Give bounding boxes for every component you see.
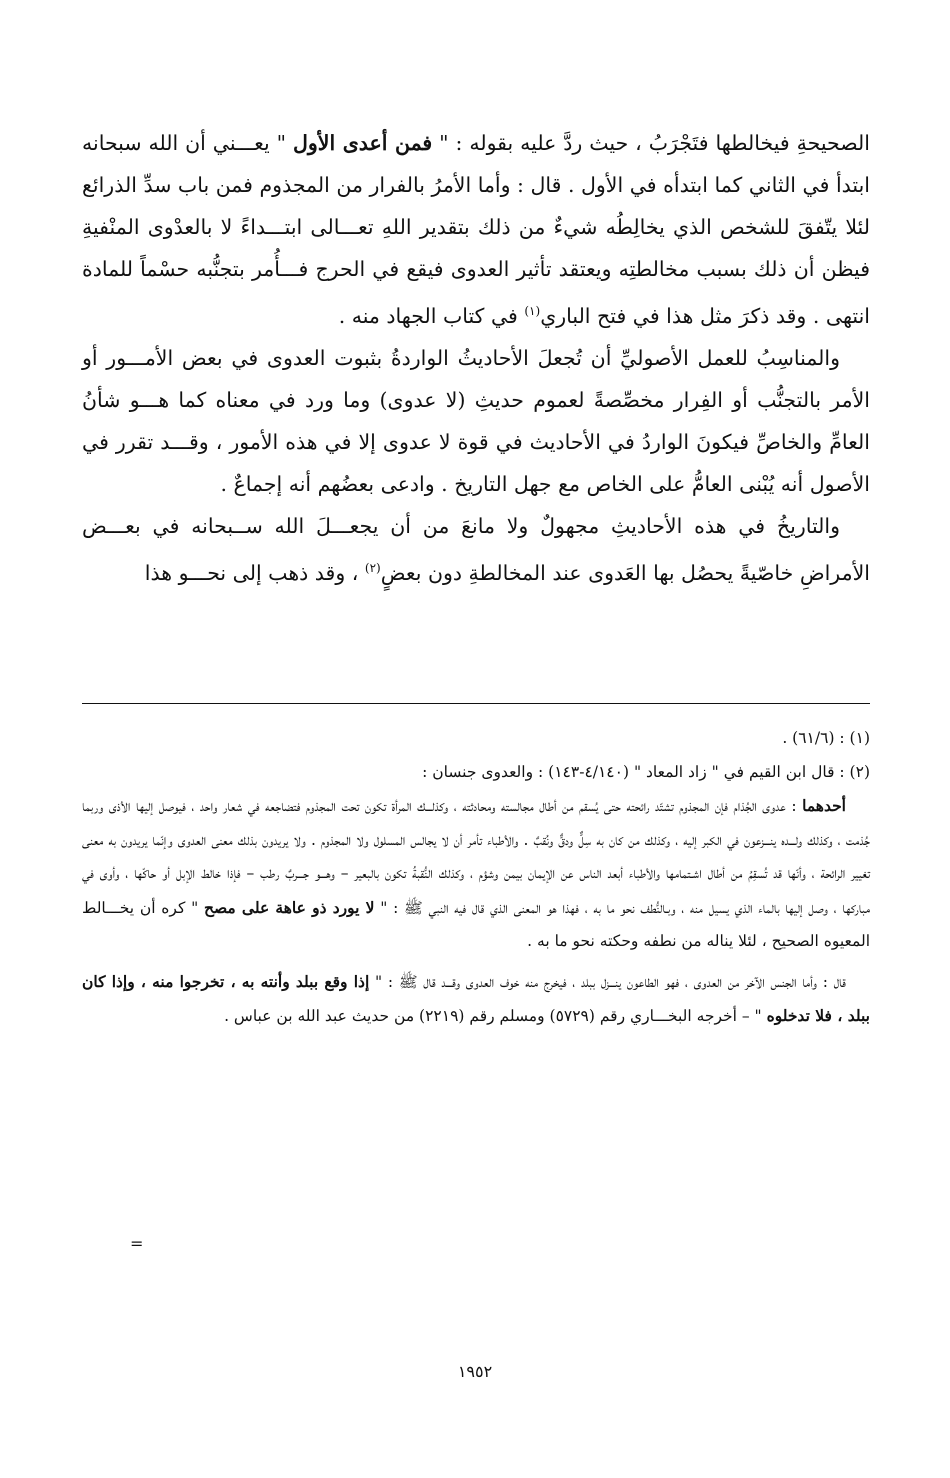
paragraph-2: والمناسِبُ للعمل الأصوليِّ أن تُجعلَ الأحاديثُ الواردةُ بثبوت العدوى في بعض الأمـــور أو الأمر بالتجنُّب أو الفِرار مخصِّصةً لعموم حديثِ (لا عدوى) وما ورد في معناه كما هـــو شأنُ العامِّ والخاصِّ فيكونَ الواردُ في الأحاديث في قوة لا عدوى إلا في هذه الأمور ، وقـــد تقرر في الأصول أنه يُبْنى العامُّ على الخاص مع جهل التاريخ . وادعى بعضُهم أنه إجماعٌ .: [82, 345, 870, 496]
footnote-2-second-a: قال : وأما الجنس الآخر من العدوى ، فهو الطاعون ينـــزل ببلد ، فيخرج منه خوف العدوى وقـــد قال ﷺ : ": [375, 972, 846, 991]
footnote-2: (٢) : قال ابن القيم في " زاد المعاد " (٤/١٤٠-١٤٣) : والعدوى جنسان :: [422, 762, 870, 781]
paragraph-1-part-c: " يعـــني أن الله سبحانه ابتدأ في الثاني كما ابتدأه في الأول . قال : وأما الأمرُ بالفرار من المجذوم فمن باب سدِّ الذرائع لئلا يتّفقَ للشخص الذي يخالِطُه شيءٌ من ذلك بتقدير اللهِ تعـــالى ابتـــداءً لا بالعدْوى المنْفيةِ فيظن أن ذلك بسبب مخالطتِه ويعتقد تأثير العدوى فيقع في الحرج فـــأُمر بتجنُّبه حسْماً للمادة انتهى . وقد ذكرَ مثل هذا في فتح الباري: [82, 131, 870, 328]
paragraph-3: [82, 505, 870, 594]
footnote-2-first-text: : عدوى الجُذام فإن المجذوم تشتّد رائحته حتى يُسقم من أطال مجالسته ومحادثته ، وكذلـــك المرأة تكون تحت المجذوم فتضاجعه في شعار واحد ، فيوصل إليها الأذى وربما جُذمت ، وكذلك ولـــده ينـــزعون في الكبر إليه ، وكذلك من كان به سِلٌّ ودقٌّ ونُقبٌ . والأطباء تأمر أن لا يجالس المسلول ولا المجذوم . ولا يريدون بذلك معنى العدوى وإنّما يريدون به معنى تغيير الرائحة ، وأنّها قد تُسقِمُ من أطال اشـتمامها والأطباء أبعد الناس عن الإيمان بيمن وشؤم ، وكذلك النُّقبةُ تكون بالبعير – وهـــو جـــربٌ رطب – فإذا خالط الإبل أو حاكّها ، وأوى في مباركها ، وصل إليها بالماء الذي يسيل منه ، وبـالنُّطف نحو ما به ، فهذا هو المعنى الذي قال فيه النبي ﷺ : ": [82, 797, 870, 917]
paragraph-1: [82, 122, 870, 337]
footnote-2-first-kind: [82, 789, 870, 959]
continuation-mark: =: [130, 1234, 144, 1253]
footnote-2-hadith-2: إذا وقع ببلد وأنته به ، تخرجوا منه ، وإذا كان ببلد ، فلا تدخلوه: [82, 971, 870, 1025]
footnote-1: (١) : (٦١/٦) .: [782, 729, 870, 747]
footnote-2-first-bold: أحدهما: [802, 796, 846, 815]
paragraph-3-part-b: ، وقد ذهب إلى نحـــو هذا: [144, 560, 365, 585]
page-number: ١٩٥٢: [457, 1362, 493, 1381]
paragraph-1-part-a: الصحيحةِ فيخالطها فتَجْرَبُ ، حيث ردَّ عليه بقوله : ": [439, 131, 870, 155]
footnote-separator: [82, 703, 870, 704]
footnotes: [82, 722, 870, 1034]
footnote-ref-1: (١): [524, 304, 541, 318]
footnote-2-first-text-2: " كره أن يخـــالط المعيوه الصحيح ، لئلا يناله من نطفه وحكته نحو ما به .: [82, 898, 870, 950]
footnote-2-second-b: " – أخرجه البخـــاري رقم (٥٧٢٩) ومسلم رقم (٢٢١٩) من حديث عبد الله بن عباس .: [224, 1007, 762, 1025]
paragraph-1-part-d: في كتاب الجهاد منه .: [338, 303, 525, 328]
footnote-2-hadith-1: لا يورد ذو عاهة على مصح: [203, 897, 375, 917]
footnote-ref-2: (٢): [364, 560, 381, 575]
main-text: [82, 122, 870, 594]
footnote-2-second-kind: [82, 965, 870, 1034]
paragraph-3-part-a: والتاريخُ في هذه الأحاديثِ مجهولٌ ولا مانعَ من أن يجعـــلَ الله ســبحانه في بعـــض الأمراضِ خاصّيةً يحصُل بها العَدوى عند المخالطةِ دون بعضٍ: [82, 513, 870, 585]
paragraph-1-bold-phrase: فمن أعدى الأول: [292, 131, 433, 155]
